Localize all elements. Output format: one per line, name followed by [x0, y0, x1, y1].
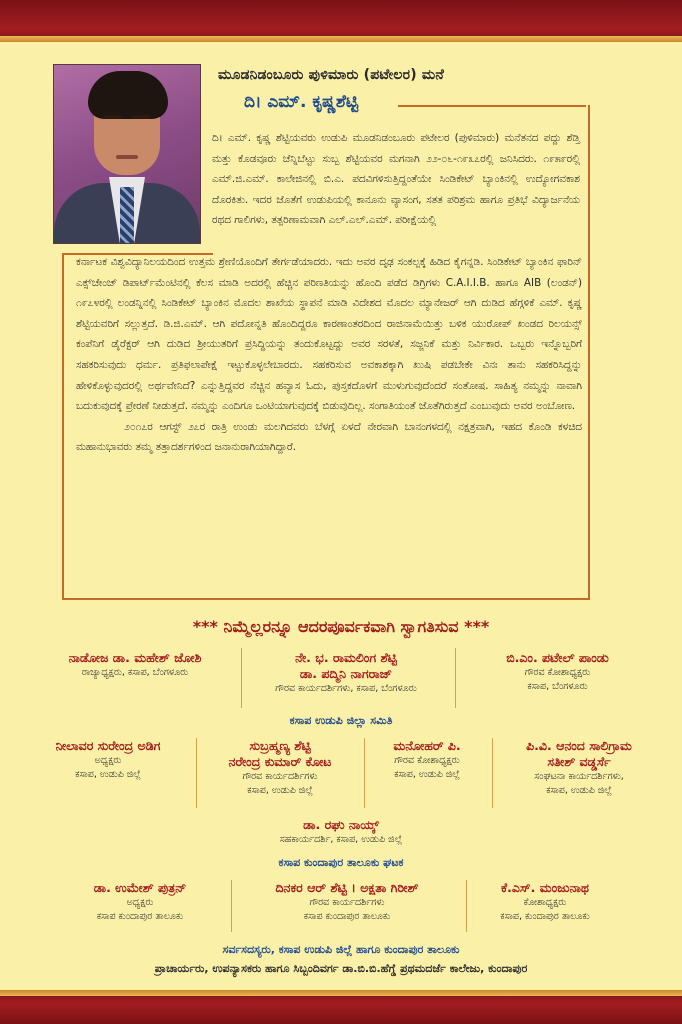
bio-text: ಕರ್ನಾಟಕ ವಿಶ್ವವಿದ್ಯಾನಿಲಯದಿಂದ ಉತ್ತಮ ಶ್ರೇಣಿಯೊಂದಿಗೆ ತೇರ್ಗಡೆಯಾದರು. ಇದು ಅವರ ದೃಢ ಸಂಕಲ್ಪಕ್ಕೆ ಹಿಡಿದ ಕೈಗನ್ನಡಿ. ಸಿಂಡಿಕೇಟ್ ಬ್ಯಾಂಕಿನ ಫಾರಿನ್ ಎಕ್ಸ್‌ಚೇಂಜ್ ಡಿಪಾರ್ಟ್‌ಮೆಂಟಿನಲ್ಲಿ ಕೆಲಸ ಮಾಡಿ ಅದರಲ್ಲಿ ಹೆಚ್ಚಿನ ಪರಿಣತಿಯನ್ನು ಹೊಂದಿ ಪಡೆದ ಡಿಗ್ರಿಗಳು C.A.I.I.B. ಹಾಗೂ AIB (ಲಂಡನ್) ೧೯೭೪ರಲ್ಲಿ ಲಂಡನ್ನಿನಲ್ಲಿ ಸಿಂಡಿಕೇಟ್ ಬ್ಯಾಂಕಿನ ಮೊದಲ ಶಾಖೆಯ ಸ್ಥಾಪನೆ ಮಾಡಿ ವಿದೇಶದ ಮೊದಲ ಮ್ಯಾನೇಜರ್ ಆಗಿ ದುಡಿದ ಹೆಗ್ಗಳಿಕೆ ಎಮ್. ಕೃಷ್ಣ ಶೆಟ್ಟಿಯವರಿಗೆ ಸಲ್ಲುತ್ತದೆ. ಡಿ.ಜಿ.ಎಮ್. ಆಗಿ ಪದೋನ್ನತಿ ಹೊಂದಿದ್ದರೂ ಕಾರಣಾಂತರದಿಂದ ರಾಜಿನಾಮೆಯಿತ್ತು ಬಳಿಕ ಯುರೋಪ್ ಖಂಡದ ರಿಲಯನ್ಸ್ ಕಂಪೆನಿಗೆ ಡೈರೆಕ್ಟರ್ ಆಗಿ ದುಡಿದ ಶ್ರೀಯುತರಿಗೆ ಪ್ರಸಿದ್ಧಿಯನ್ನು ತಂದುಕೊಟ್ಟದ್ದು ಅವರ ಸರಳತೆ, ಸಜ್ಜನಿಕೆ ಮತ್ತು ನಿರ್ವಿಕಾರ. ಒಬ್ಬರು ಇನ್ನೊಬ್ಬರಿಗೆ ಸಹಕರಿಸುವುದು ಧರ್ಮ. ಪ್ರತಿಫಲಾಪೇಕ್ಷೆ ಇಟ್ಟುಕೊಳ್ಳಲೇಬಾರದು. ಸಹಕರಿಸುವ ಅವಕಾಶಕ್ಕಾಗಿ ಖುಷಿ ಪಡಬೇಕೇ ವಿನಃ ತಾನು ಸಹಕರಿಸಿದ್ದನ್ನು ಹೇಳಿಕೊಳ್ಳುವುದರಲ್ಲಿ ಅರ್ಥವೇನಿದೆ? ಎನ್ನುತ್ತಿದ್ದವರ ನೆಚ್ಚಿನ ಹವ್ಯಾಸ ಓದು, ಪುಸ್ತಕದೊಳಗೆ ಮುಳುಗುವುದೆಂದರೆ ಸಂತೋಷ. ಸಾಹಿತ್ಯ ನಮ್ಮನ್ನು ನಾವಾಗಿ ಬದುಕುವುದಕ್ಕೆ ಪ್ರೇರಣೆ ನೀಡುತ್ತದೆ. ನಮ್ಮನ್ನು ಎಂದಿಗೂ ಒಂಟಿಯಾಗುವುದಕ್ಕೆ ಬಿಡುವುದಿಲ್ಲ. ಸಂಗಾತಿಯಂತೆ ಜೊತೆಗಿರುತ್ತದೆ ಎಂಬುವುದು ಅವರ ಅಂಬೋಣ.	[76, 256, 582, 413]
host-role: ಗೌರವ ಕಾರ್ಯದರ್ಶಿಗಳು	[242, 771, 318, 782]
host-adiga	[28, 738, 188, 782]
host-role: ಗೌರವ ಕೋಶಾಧ್ಯಕ್ಷರು	[394, 755, 460, 766]
host-name: ಕೆ.ಎಸ್. ಮಂಜುನಾಥ	[501, 880, 589, 895]
host-role-2: ಕಸಾಪ ಕುಂದಾಪುರ ತಾಲೂಕು	[96, 911, 184, 922]
footer-members: ಸರ್ವಸದಸ್ಯರು, ಕಸಾಪ ಉಡುಪಿ ಜಿಲ್ಲೆ ಹಾಗೂ ಕುಂದಾಪುರ ತಾಲೂಕು	[222, 943, 460, 956]
family-house-heading: ಮೂಡನಿಡಂಬೂರು ಪುಳಿಮಾರು (ಪಟೇಲರ) ಮನೆ	[218, 67, 444, 83]
host-name-2: ಸತೀಶ್ ವಡ್ಡರ್ಸೆ	[547, 754, 611, 769]
divider	[466, 880, 467, 932]
host-raghu	[241, 817, 441, 847]
host-role-2: ಕಸಾಪ, ಉಡುಪಿ ಜಿಲ್ಲೆ	[546, 785, 612, 796]
host-name: ಡಾ. ರಘು ನಾಯ್ಕ್	[303, 817, 379, 832]
host-name: ನೀಲಾವರ ಸುರೇಂದ್ರ ಅಡಿಗ	[55, 738, 161, 753]
host-role-2: ಕಸಾಪ, ಕುಂದಾಪುರ ತಾಲೂಕು	[500, 911, 590, 922]
bio-paragraph-top: ದಿ। ಎಮ್. ಕೃಷ್ಣ ಶೆಟ್ಟಿಯವರು ಉಡುಪಿ ಮೂಡನಿಡಂಬೂರು ಪಟೇಲರ (ಪುಳಿಮಾರು) ಮನೆತನದ ಪದ್ದು ಶೆಡ್ತಿ ಮತ್ತು ಕೊಡವೂರು ಚೆನ್ನಿಬೆಟ್ಟು ಸುಬ್ಬ ಶೆಟ್ಟಿಯವರ ಮಗನಾಗಿ ೨೨-೦೬-೧೯೩೭ರಲ್ಲಿ ಜನಿಸಿದರು. ೧೯೫೯ರಲ್ಲಿ ಎಮ್.ಜಿ.ಎಮ್. ಕಾಲೇಜಿನಲ್ಲಿ ಬಿ.ಎ. ಪದವಿಗಳಿಸುತ್ತಿದ್ದಂತೆಯೇ ಸಿಂಡಿಕೇಟ್ ಬ್ಯಾಂಕಿನಲ್ಲಿ ಉದ್ಯೋಗವಕಾಶ ದೊರಕಿತು. ಇದರ ಜೊತೆಗೆ ಉಡುಪಿಯಲ್ಲಿ ಕಾನೂನು ವ್ಯಾಸಂಗ, ಸತತ ಪರಿಶ್ರಮ ಹಾಗೂ ಪ್ರತಿಭೆ ವಿದ್ಯಾರ್ಜನೆಯ ರಥದ ಗಾಲಿಗಳು, ತತ್ಪರಿಣಾಮವಾಗಿ ಎಲ್.ಎಲ್.ಎಮ್. ಪರೀಕ್ಷೆಯಲ್ಲಿ	[212, 132, 580, 227]
divider	[241, 648, 242, 708]
host-name: ನಾಡೋಜ ಡಾ. ಮಹೇಶ್ ಜೋಶಿ	[68, 650, 202, 665]
host-manohar	[368, 738, 486, 782]
host-role: ಗೌರವ ಕಾರ್ಯದರ್ಶಿಗಳು	[309, 897, 385, 908]
host-role: ಸಂಘಟನಾ ಕಾರ್ಯದರ್ಶಿಗಳು,	[534, 771, 624, 782]
host-role-2: ಕಸಾಪ, ಉಡುಪಿ ಜಿಲ್ಲೆ	[247, 785, 313, 796]
person-name-heading: ದಿ। ಎಮ್. ಕೃಷ್ಣಶೆಟ್ಟಿ	[244, 92, 359, 112]
host-joshi	[40, 650, 230, 680]
host-manjunatha	[470, 880, 620, 924]
host-name: ನೇ. ಭ. ರಾಮಲಿಂಗ ಶೆಟ್ಟಿ	[295, 650, 397, 665]
top-decorative-band	[0, 0, 682, 42]
host-role-2: ಕಸಾಪ ಕುಂದಾಪುರ ತಾಲೂಕು	[303, 911, 391, 922]
host-role-2: ಕಸಾಪ, ಉಡುಪಿ ಜಿಲ್ಲೆ	[75, 769, 141, 780]
host-name-2: ಡಾ. ಪದ್ಮಿನಿ ನಾಗರಾಜ್	[299, 666, 393, 681]
divider	[364, 738, 365, 808]
bio-closing: ೨೦೧೭ರ ಆಗಸ್ಟ್ ೨೭ರ ರಾತ್ರಿ ಉಂಡು ಮಲಗಿದವರು ಬೆಳಗ್ಗೆ ಏಳದೆ ನೇರವಾಗಿ ಬಾನಂಗಳದಲ್ಲಿ ನಕ್ಷತ್ರವಾಗಿ, ಇಹದ ಕೊಂಡಿ ಕಳಚಿದ ಮಹಾನುಭಾವರು ತಮ್ಮ ತತ್ತಾದರ್ಶಗಳಿಂದ ಜನಾನುರಾಗಿಯಾಗಿದ್ದಾರೆ.	[76, 420, 582, 454]
host-role: ಅಧ್ಯಕ್ಷರು	[94, 755, 122, 766]
host-role: ಅಧ್ಯಕ್ಷರು	[126, 897, 154, 908]
host-dinakar	[232, 880, 462, 924]
host-role: ಕೋಶಾಧ್ಯಕ್ಷರು	[523, 897, 567, 908]
host-role-2: ಕಸಾಪ, ಬೆಂಗಳೂರು	[527, 681, 588, 692]
host-ramalinga	[246, 650, 446, 696]
host-name: ಬಿ.ಎಂ. ಪಟೇಲ್ ಪಾಂಡು	[506, 650, 609, 665]
host-puthran	[55, 880, 225, 924]
frame-line	[62, 253, 64, 600]
unit-title-kundapura: ಕಸಾಪ ಕುಂದಾಪುರ ತಾಲೂಕು ಘಟಕ	[278, 856, 404, 869]
portrait-photo	[53, 64, 201, 244]
host-role: ಗೌರವ ಕಾರ್ಯದರ್ಶಿಗಳು, ಕಸಾಪ, ಬೆಂಗಳೂರು	[275, 683, 417, 694]
footer-college: ಪ್ರಾಚಾರ್ಯರು, ಉಪನ್ಯಾಸಕರು ಹಾಗೂ ಸಿಬ್ಬಂದಿವರ್ಗ ಡಾ.ಬಿ.ಬಿ.ಹೆಗ್ಡೆ ಪ್ರಥಮದರ್ಜೆ ಕಾಲೇಜು, ಕುಂದಾಪುರ	[154, 962, 528, 975]
host-role: ರಾಜ್ಯಾಧ್ಯಕ್ಷರು, ಕಸಾಪ, ಬೆಂಗಳೂರು	[81, 667, 189, 678]
host-subrahmanya	[200, 738, 360, 798]
bottom-decorative-band	[0, 990, 682, 1024]
host-name-2: ನರೇಂದ್ರ ಕುಮಾರ್ ಕೋಟ	[228, 754, 332, 769]
host-role: ಗೌರವ ಕೋಶಾಧ್ಯಕ್ಷರು	[524, 667, 591, 678]
host-name: ಸುಬ್ರಹ್ಮಣ್ಯ ಶೆಟ್ಟಿ	[249, 738, 311, 753]
host-name: ದಿನಕರ ಆರ್ ಶೆಟ್ಟಿ । ಅಕ್ಷತಾ ಗಿರೀಶ್	[275, 880, 419, 895]
host-name: ಡಾ. ಉಮೇಶ್ ಪುತ್ರನ್	[93, 880, 187, 895]
host-saligrama	[494, 738, 664, 798]
welcome-banner: *** ನಿಮ್ಮೆಲ್ಲರನ್ನೂ ಆದರಪೂರ್ವಕವಾಗಿ ಸ್ವಾಗತಿಸುವ ***	[192, 617, 490, 636]
host-name: ಪಿ.ವಿ. ಆನಂದ ಸಾಲಿಗ್ರಾಮ	[526, 738, 632, 753]
host-role-2: ಕಸಾಪ, ಉಡುಪಿ ಜಿಲ್ಲೆ	[394, 769, 460, 780]
host-name: ಮನೋಹರ್ ಪಿ.	[393, 738, 461, 753]
bio-paragraph-bottom	[76, 252, 582, 458]
host-patel	[470, 650, 645, 694]
divider	[455, 648, 456, 708]
divider	[492, 738, 493, 808]
divider	[196, 738, 197, 808]
unit-title-udupi: ಕಸಾಪ ಉಡುಪಿ ಜಿಲ್ಲಾ ಸಮಿತಿ	[289, 714, 393, 727]
host-role: ಸಹಕಾರ್ಯದರ್ಶಿ, ಕಸಾಪ, ಉಡುಪಿ ಜಿಲ್ಲೆ	[279, 834, 403, 845]
